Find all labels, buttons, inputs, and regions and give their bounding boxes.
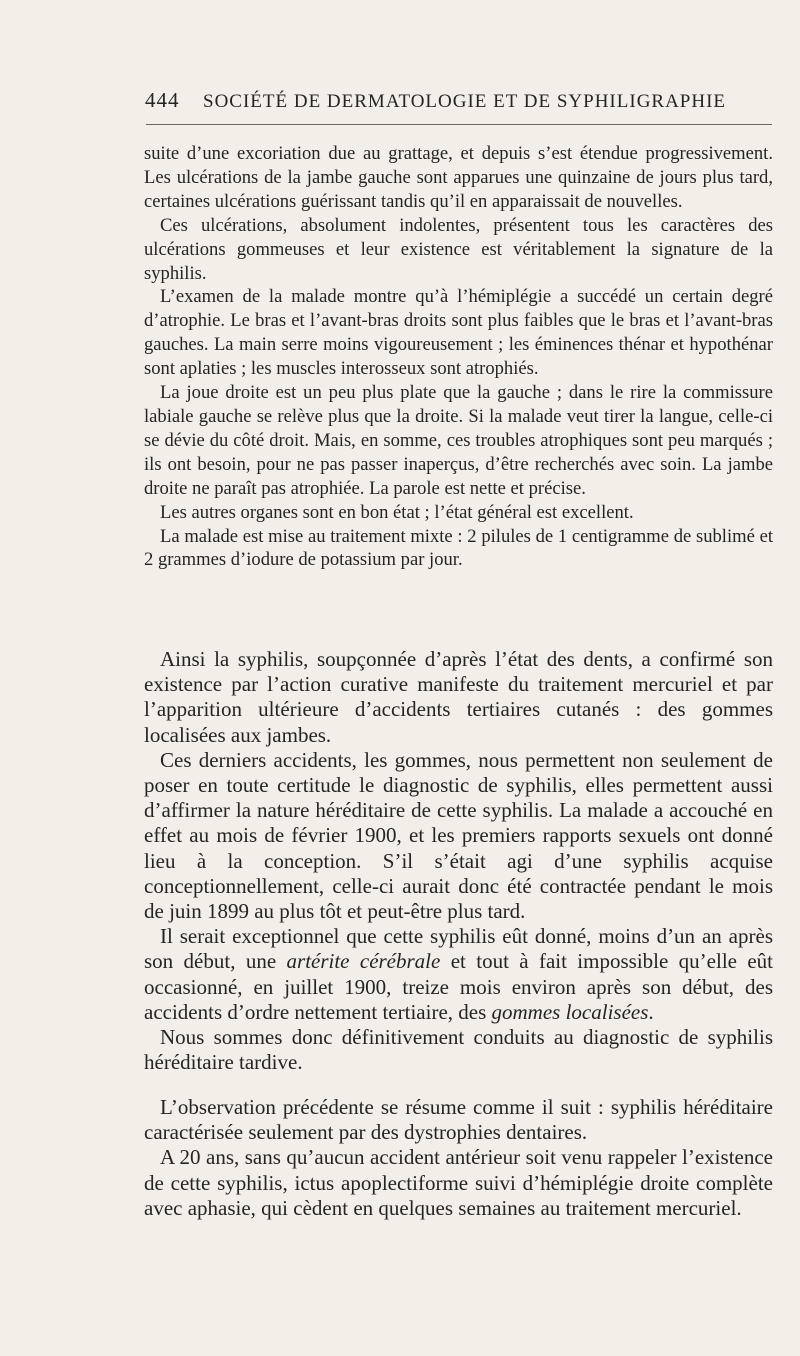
italic-term: artérite cérébrale xyxy=(286,949,441,974)
paragraph xyxy=(144,924,773,1025)
paragraph: L’observation précédente se résume comme il suit : syphilis héréditaire caractérisée seulement par des dystrophies dentaires. xyxy=(144,1095,773,1145)
paragraph: La malade est mise au traitement mixte : 2 pilules de 1 centigramme de sublimé et 2 grammes d’iodure de potassium par jour. xyxy=(144,525,773,571)
page-number: 444 xyxy=(145,88,180,112)
discussion xyxy=(144,647,773,1075)
text-run: et tout à fait impossible qu’elle eût occasionné, en juillet 1900, treize mois environ après son début, des accidents d’ordre nettement tertiaire, des xyxy=(144,949,774,1024)
running-header xyxy=(145,88,772,118)
paragraph: A 20 ans, sans qu’aucun accident antérieur soit venu rappeler l’existence de cette syphilis, ictus apoplectiforme suivi d’hémiplégie droite complète avec aphasie, qui cèdent en quelques semaines au traitement mercuriel. xyxy=(144,1145,773,1220)
paragraph: Nous sommes donc définitivement conduits au diagnostic de syphilis héréditaire tardive. xyxy=(144,1025,773,1075)
running-title: SOCIÉTÉ DE DERMATOLOGIE ET DE SYPHILIGRAPHIE xyxy=(203,91,727,112)
paragraph: Ainsi la syphilis, soupçonnée d’après l’état des dents, a confirmé son existence par l’action curative manifeste du traitement mercuriel et par l’apparition ultérieure d’accidents tertiaires cutanés : des gommes localisées aux jambes. xyxy=(144,647,773,747)
paragraph: Ces derniers accidents, les gommes, nous permettent non seulement de poser en toute certitude le diagnostic de syphilis, elles permettent aussi d’affirmer la nature héréditaire de cette syphilis. La malade a accouché en effet au mois de février 1900, et les premiers rapports sexuels ont donné lieu à la conception. S’il s’était agi d’une syphilis acquise conceptionnellement, celle-ci aurait donc été contractée pendant le mois de juin 1899 au plus tôt et peut-être plus tard. xyxy=(144,747,773,924)
header-rule xyxy=(146,124,772,125)
case-report-small-type xyxy=(144,142,773,572)
text-run: . xyxy=(648,999,654,1024)
summary xyxy=(144,1095,773,1221)
paragraph: Ces ulcérations, absolument indolentes, présentent tous les caractères des ulcérations gommeuses et leur existence est véritablement la signature de la syphilis. xyxy=(144,214,773,284)
paragraph: Les autres organes sont en bon état ; l’état général est excellent. xyxy=(160,501,634,523)
text-run: Il serait exceptionnel que cette syphilis eût donné, moins d’un an après son début, une xyxy=(144,924,773,974)
paragraph: L’examen de la malade montre qu’à l’hémiplégie a succédé un certain degré d’atrophie. Le bras et l’avant-bras droits sont plus faibles que le bras et l’avant-bras gauches. La main serre moins vigoureusement ; les éminences thénar et hypothénar sont aplaties ; les muscles interosseux sont atrophiés. xyxy=(144,286,773,380)
paragraph: La joue droite est un peu plus plate que la gauche ; dans le rire la commissure labiale gauche se relève plus que la droite. Si la malade veut tirer la langue, celle-ci se dévie du côté droit. Mais, en somme, ces troubles atrophiques sont peu marqués ; ils ont besoin, pour ne pas passer inaperçus, d’être recherchés avec soin. La jambe droite ne paraît pas atrophiée. La parole est nette et précise. xyxy=(144,382,773,499)
paragraph: suite d’une excoriation due au grattage, et depuis s’est étendue progressivement. Les ulcérations de la jambe gauche sont apparues une quinzaine de jours plus tard, certaines ulcérations guérissant tandis qu’il en apparaissait de nouvelles. xyxy=(144,143,773,212)
italic-term: gommes localisées xyxy=(491,999,649,1024)
